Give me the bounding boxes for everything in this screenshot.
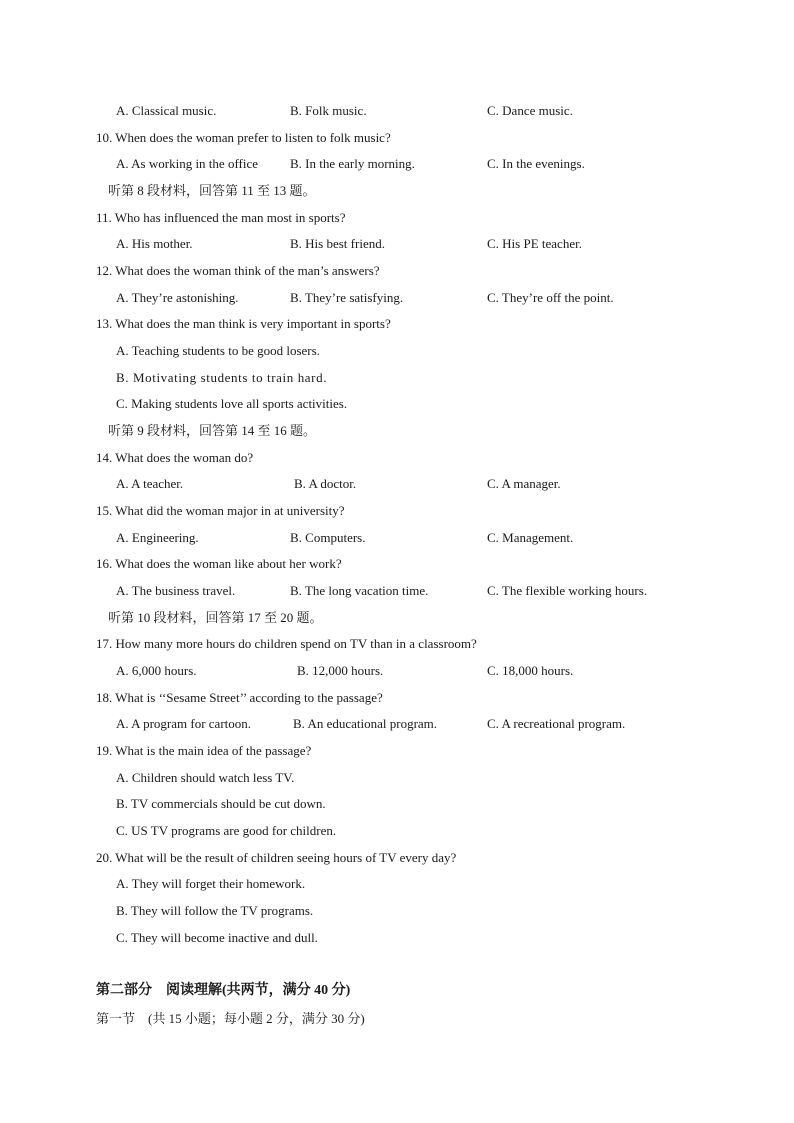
segment-10-instruction: 听第 10 段材料，回答第 17 至 20 题。 <box>108 610 323 625</box>
q19-option-b: B. TV commercials should be cut down. <box>116 796 326 811</box>
q12-option-a: A. They’re astonishing. <box>116 290 239 305</box>
q18-option-a: A. A program for cartoon. <box>116 716 252 731</box>
q11-stem: 11. Who has influenced the man most in sports? <box>96 210 346 225</box>
q13-option-b: B. Motivating students to train hard. <box>116 370 328 385</box>
q16-option-c: C. The flexible working hours. <box>487 583 648 598</box>
q18-option-c: C. A recreational program. <box>487 716 626 731</box>
q10-option-b: B. In the early morning. <box>290 156 415 171</box>
q12-option-b: B. They’re satisfying. <box>290 290 404 305</box>
q14-option-c: C. A manager. <box>487 476 561 491</box>
q15-option-a: A. Engineering. <box>116 530 199 545</box>
q14-stem: 14. What does the woman do? <box>96 450 254 465</box>
q18-stem: 18. What is ‘‘Sesame Street’’ according to the passage? <box>96 690 383 705</box>
q15-option-c: C. Management. <box>487 530 574 545</box>
q20-stem: 20. What will be the result of children seeing hours of TV every day? <box>96 850 457 865</box>
q10-stem: 10. When does the woman prefer to listen to folk music? <box>96 130 391 145</box>
q13-option-a: A. Teaching students to be good losers. <box>116 343 320 358</box>
q11-option-c: C. His PE teacher. <box>487 236 582 251</box>
q17-option-b: B. 12,000 hours. <box>297 663 384 678</box>
q11-option-b: B. His best friend. <box>290 236 385 251</box>
q19-option-c: C. US TV programs are good for children. <box>116 823 337 838</box>
q12-stem: 12. What does the woman think of the man’s answers? <box>96 263 380 278</box>
q17-stem: 17. How many more hours do children spend on TV than in a classroom? <box>96 636 477 651</box>
segment-9-instruction: 听第 9 段材料，回答第 14 至 16 题。 <box>108 423 317 438</box>
part-2-heading: 第二部分 阅读理解(共两节，满分 40 分) <box>96 983 351 998</box>
q17-option-a: A. 6,000 hours. <box>116 663 197 678</box>
q12-option-c: C. They’re off the point. <box>487 290 614 305</box>
q16-option-b: B. The long vacation time. <box>290 583 429 598</box>
q9-option-b: B. Folk music. <box>290 103 367 118</box>
q15-option-b: B. Computers. <box>290 530 366 545</box>
q20-option-b: B. They will follow the TV programs. <box>116 903 314 918</box>
q17-option-c: C. 18,000 hours. <box>487 663 574 678</box>
q16-stem: 16. What does the woman like about her work? <box>96 556 342 571</box>
q20-option-c: C. They will become inactive and dull. <box>116 930 318 945</box>
q19-option-a: A. Children should watch less TV. <box>116 770 295 785</box>
q11-option-a: A. His mother. <box>116 236 193 251</box>
q19-stem: 19. What is the main idea of the passage? <box>96 743 312 758</box>
q10-option-c: C. In the evenings. <box>487 156 585 171</box>
segment-8-instruction: 听第 8 段材料，回答第 11 至 13 题。 <box>108 183 316 198</box>
section-1-heading: 第一节 (共 15 小题；每小题 2 分，满分 30 分) <box>96 1011 365 1026</box>
q14-option-a: A. A teacher. <box>116 476 184 491</box>
q20-option-a: A. They will forget their homework. <box>116 876 306 891</box>
q18-option-b: B. An educational program. <box>293 716 438 731</box>
q10-option-a: A. As working in the office <box>116 156 259 171</box>
q9-option-a: A. Classical music. <box>116 103 217 118</box>
q13-option-c: C. Making students love all sports activities. <box>116 396 348 411</box>
q15-stem: 15. What did the woman major in at university? <box>96 503 345 518</box>
q13-stem: 13. What does the man think is very important in sports? <box>96 316 391 331</box>
q14-option-b: B. A doctor. <box>294 476 357 491</box>
q16-option-a: A. The business travel. <box>116 583 236 598</box>
q9-option-c: C. Dance music. <box>487 103 573 118</box>
